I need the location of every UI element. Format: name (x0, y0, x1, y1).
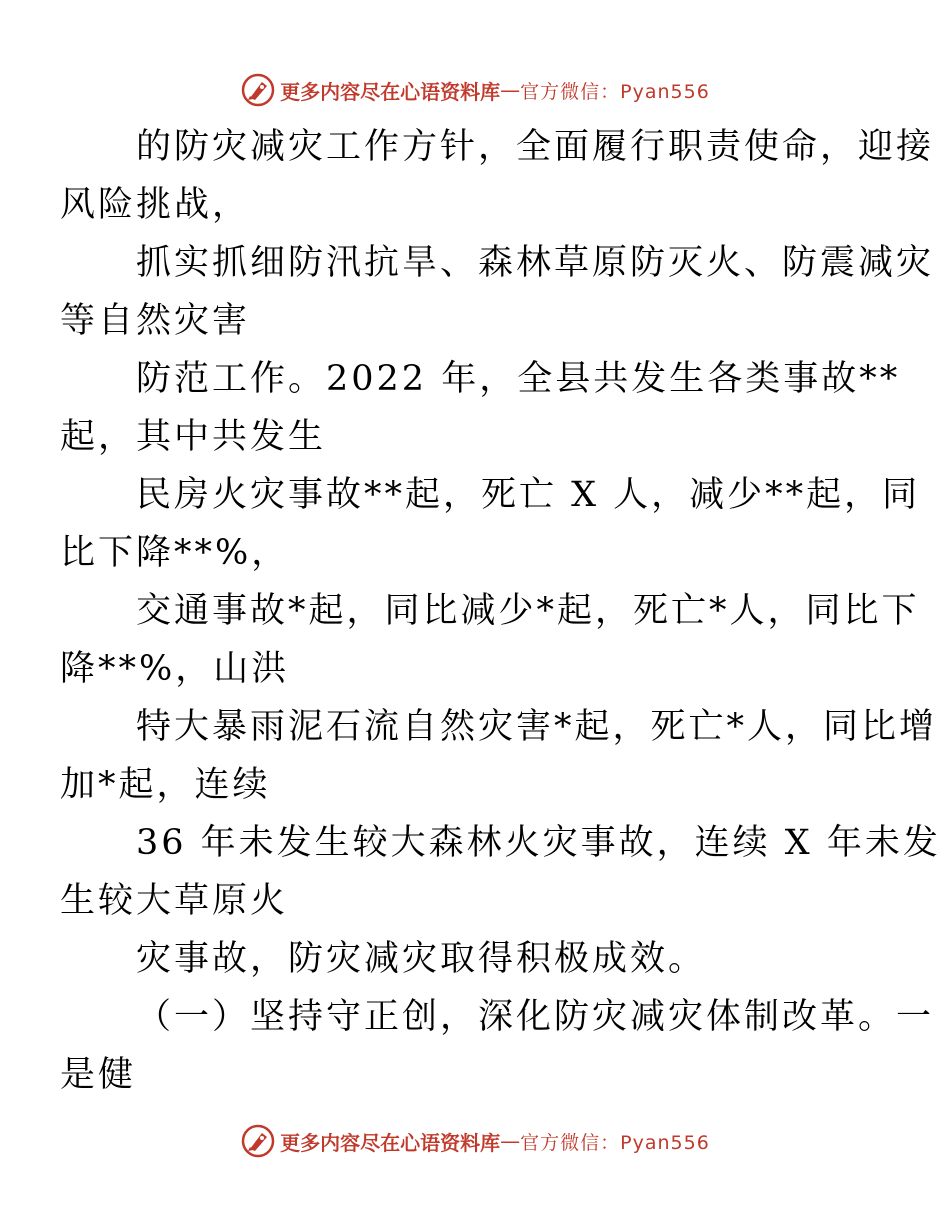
paragraph-line: 抓实抓细防汛抗旱、森林草原防灭火、防震减灾 (136, 243, 935, 283)
banner-contact: 官方微信：Pyan556 (520, 1131, 710, 1154)
banner-dash: — (500, 1129, 521, 1153)
paragraph (98, 930, 858, 988)
paragraph-line: 的防灾减灾工作方针，全面履行职责使命，迎接 (136, 127, 935, 167)
paragraph (60, 234, 935, 350)
paragraph-line: 风险挑战， (60, 185, 251, 225)
paragraph (60, 350, 901, 466)
paragraph-line: 36 年未发生较大森林火灾事故，连续 X 年未发 (136, 823, 941, 863)
paragraph-line: 灾事故，防灾减灾取得积极成效。 (136, 939, 707, 979)
paragraph-line: 防范工作。2022 年，全县共发生各类事故** (136, 359, 901, 399)
paragraph (60, 466, 921, 582)
banner-title: 更多内容尽在心语资料库 (280, 79, 501, 104)
paragraph-line: 加*起，连续 (60, 765, 271, 805)
paragraph-line: 降**%，山洪 (60, 649, 290, 689)
paragraph-line: 生较大草原火 (60, 881, 289, 921)
paragraph-line: （一）坚持守正创，深化防灾减灾体制改革。一 (136, 997, 935, 1037)
paragraph (60, 118, 935, 234)
paragraph (60, 988, 935, 1104)
paragraph (60, 582, 920, 698)
header-banner (0, 70, 950, 110)
paragraph-line: 比下降**%， (60, 533, 290, 573)
banner-contact: 官方微信：Pyan556 (520, 80, 710, 103)
paragraph-line: 是健 (60, 1055, 137, 1095)
document-body (60, 118, 941, 1104)
pen-nib-logo-icon (240, 1123, 276, 1159)
paragraph-line: 等自然灾害 (60, 301, 251, 341)
paragraph-line: 特大暴雨泥石流自然灾害*起，死亡*人，同比增 (136, 707, 938, 747)
banner-dash: — (500, 78, 521, 102)
footer-banner (0, 1121, 950, 1161)
pen-nib-logo-icon (240, 72, 276, 108)
paragraph (60, 814, 941, 930)
paragraph (60, 698, 938, 814)
paragraph-line: 民房火灾事故**起，死亡 X 人，减少**起，同 (136, 475, 921, 515)
banner-title: 更多内容尽在心语资料库 (280, 1130, 501, 1155)
paragraph-line: 起，其中共发生 (60, 417, 327, 457)
paragraph-line: 交通事故*起，同比减少*起，死亡*人，同比下 (136, 591, 920, 631)
